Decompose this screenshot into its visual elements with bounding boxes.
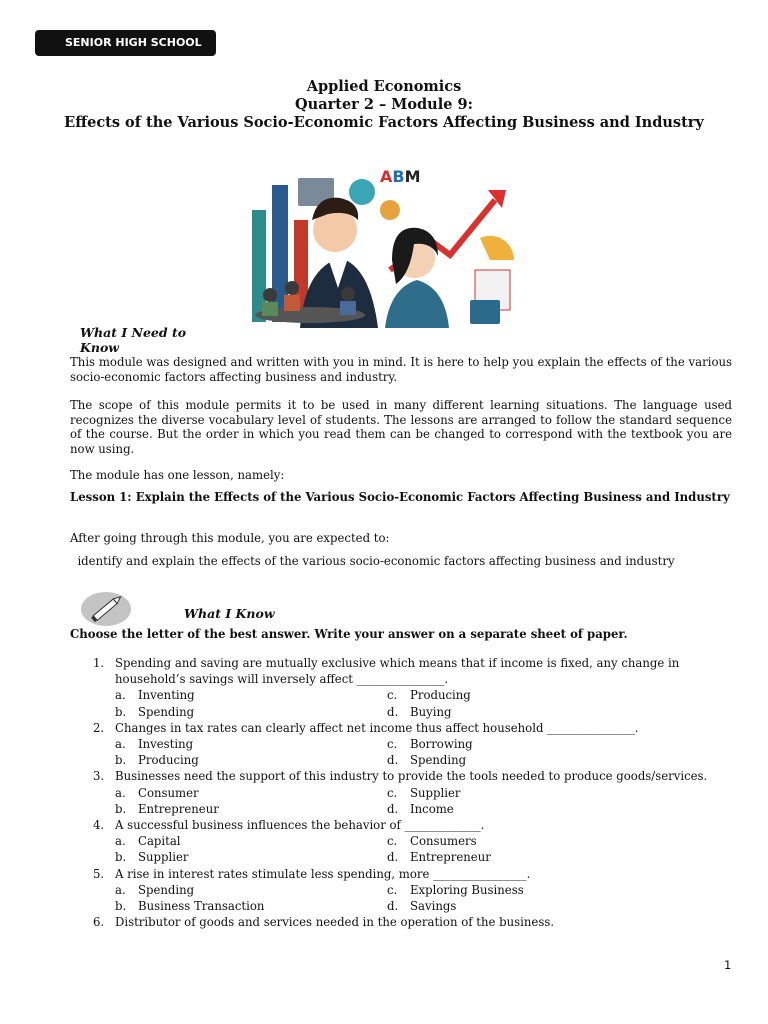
what-i-need-to-know-heading: What I Need to Know (80, 325, 187, 355)
module-number: Quarter 2 – Module 9: (295, 96, 473, 113)
option-d: Income (410, 801, 454, 816)
scope-paragraph: The scope of this module permits it to be used in many different learning situations. The language used recognizes the diverse vocabulary level of students. The lessons are arranged to follow the standard sequence of the course. But the order in which you read them can be changed to correspond with the textbook you are now using. (70, 398, 732, 456)
what-i-know-heading: What I Know (184, 606, 275, 621)
senior-high-school-tag: SENIOR HIGH SCHOOL (35, 30, 216, 56)
expectation-text: After going through this module, you are expected to: (70, 531, 390, 545)
option-a: Consumer (138, 785, 199, 800)
question-item: 4. A successful business influences the behavior of _____________. a. Capital c. Consumers b. Supplier d. Entrepreneur (93, 817, 733, 866)
option-b: Entrepreneur (138, 801, 219, 816)
lesson-title: Lesson 1: Explain the Effects of the Various Socio-Economic Factors Affecting Business and Industry (70, 490, 730, 504)
module-topic: Effects of the Various Socio-Economic Factors Affecting Business and Industry (64, 114, 704, 131)
question-text: Businesses need the support of this industry to provide the tools needed to produce goods/services. (115, 769, 708, 784)
option-c: Consumers (410, 834, 477, 849)
option-b: Supplier (138, 850, 189, 865)
option-d: Entrepreneur (410, 850, 491, 865)
question-text: Changes in tax rates can clearly affect net income thus affect household _______________. (115, 720, 639, 735)
lesson-count-text: The module has one lesson, namely: (70, 468, 285, 482)
cover-illustration (240, 160, 530, 328)
question-item: 6. Distributor of goods and services needed in the operation of the business. (93, 914, 733, 930)
option-c: Supplier (410, 785, 461, 800)
option-b: Spending (138, 704, 195, 719)
option-c: Borrowing (410, 737, 473, 752)
option-b: Business Transaction (138, 899, 265, 914)
abm-logo: ABM (380, 167, 421, 186)
subject-title: Applied Economics (306, 78, 462, 95)
question-list (93, 655, 733, 930)
option-c: Producing (410, 688, 471, 703)
option-a: Spending (138, 882, 195, 897)
learning-objective: identify and explain the effects of the various socio-economic factors affecting business and industry (70, 554, 675, 568)
test-instructions: Choose the letter of the best answer. Write your answer on a separate sheet of paper. (70, 627, 628, 641)
option-a: Investing (138, 737, 194, 752)
option-a: Capital (138, 834, 181, 849)
module-title (0, 78, 768, 132)
question-item: 1. Spending and saving are mutually exclusive which means that if income is fixed, any change in household’s savings will inversely affect _______________. a. Inventing c. Producing b. Spending d. Buying (93, 655, 733, 720)
question-text: A rise in interest rates stimulate less spending, more ________________. (115, 866, 531, 881)
option-d: Buying (410, 704, 452, 719)
option-d: Savings (410, 899, 457, 914)
option-b: Producing (138, 753, 199, 768)
page-number: 1 (724, 958, 732, 972)
intro-paragraph: This module was designed and written with you in mind. It is here to help you explain the effects of the various socio-economic factors affecting business and industry. (70, 355, 732, 384)
option-c: Exploring Business (410, 882, 524, 897)
option-d: Spending (410, 753, 467, 768)
option-a: Inventing (138, 688, 195, 703)
question-item: 5. A rise in interest rates stimulate less spending, more ________________. a. Spending c. Exploring Business b. Business Transaction d. Savings (93, 866, 733, 915)
question-item: 2. Changes in tax rates can clearly affect net income thus affect household _______________. a. Investing c. Borrowing b. Producing d. Spending (93, 720, 733, 769)
pencil-icon (80, 591, 132, 627)
question-text: Distributor of goods and services needed in the operation of the business. (115, 915, 555, 930)
question-item: 3. Businesses need the support of this industry to provide the tools needed to produce goods/services. a. Consumer c. Supplier b. Entrepreneur d. Income (93, 768, 733, 817)
question-text: A successful business influences the behavior of _____________. (115, 818, 485, 833)
question-text: Spending and saving are mutually exclusive which means that if income is fixed, any change in household’s savings will inversely affect _______________. (115, 656, 680, 687)
